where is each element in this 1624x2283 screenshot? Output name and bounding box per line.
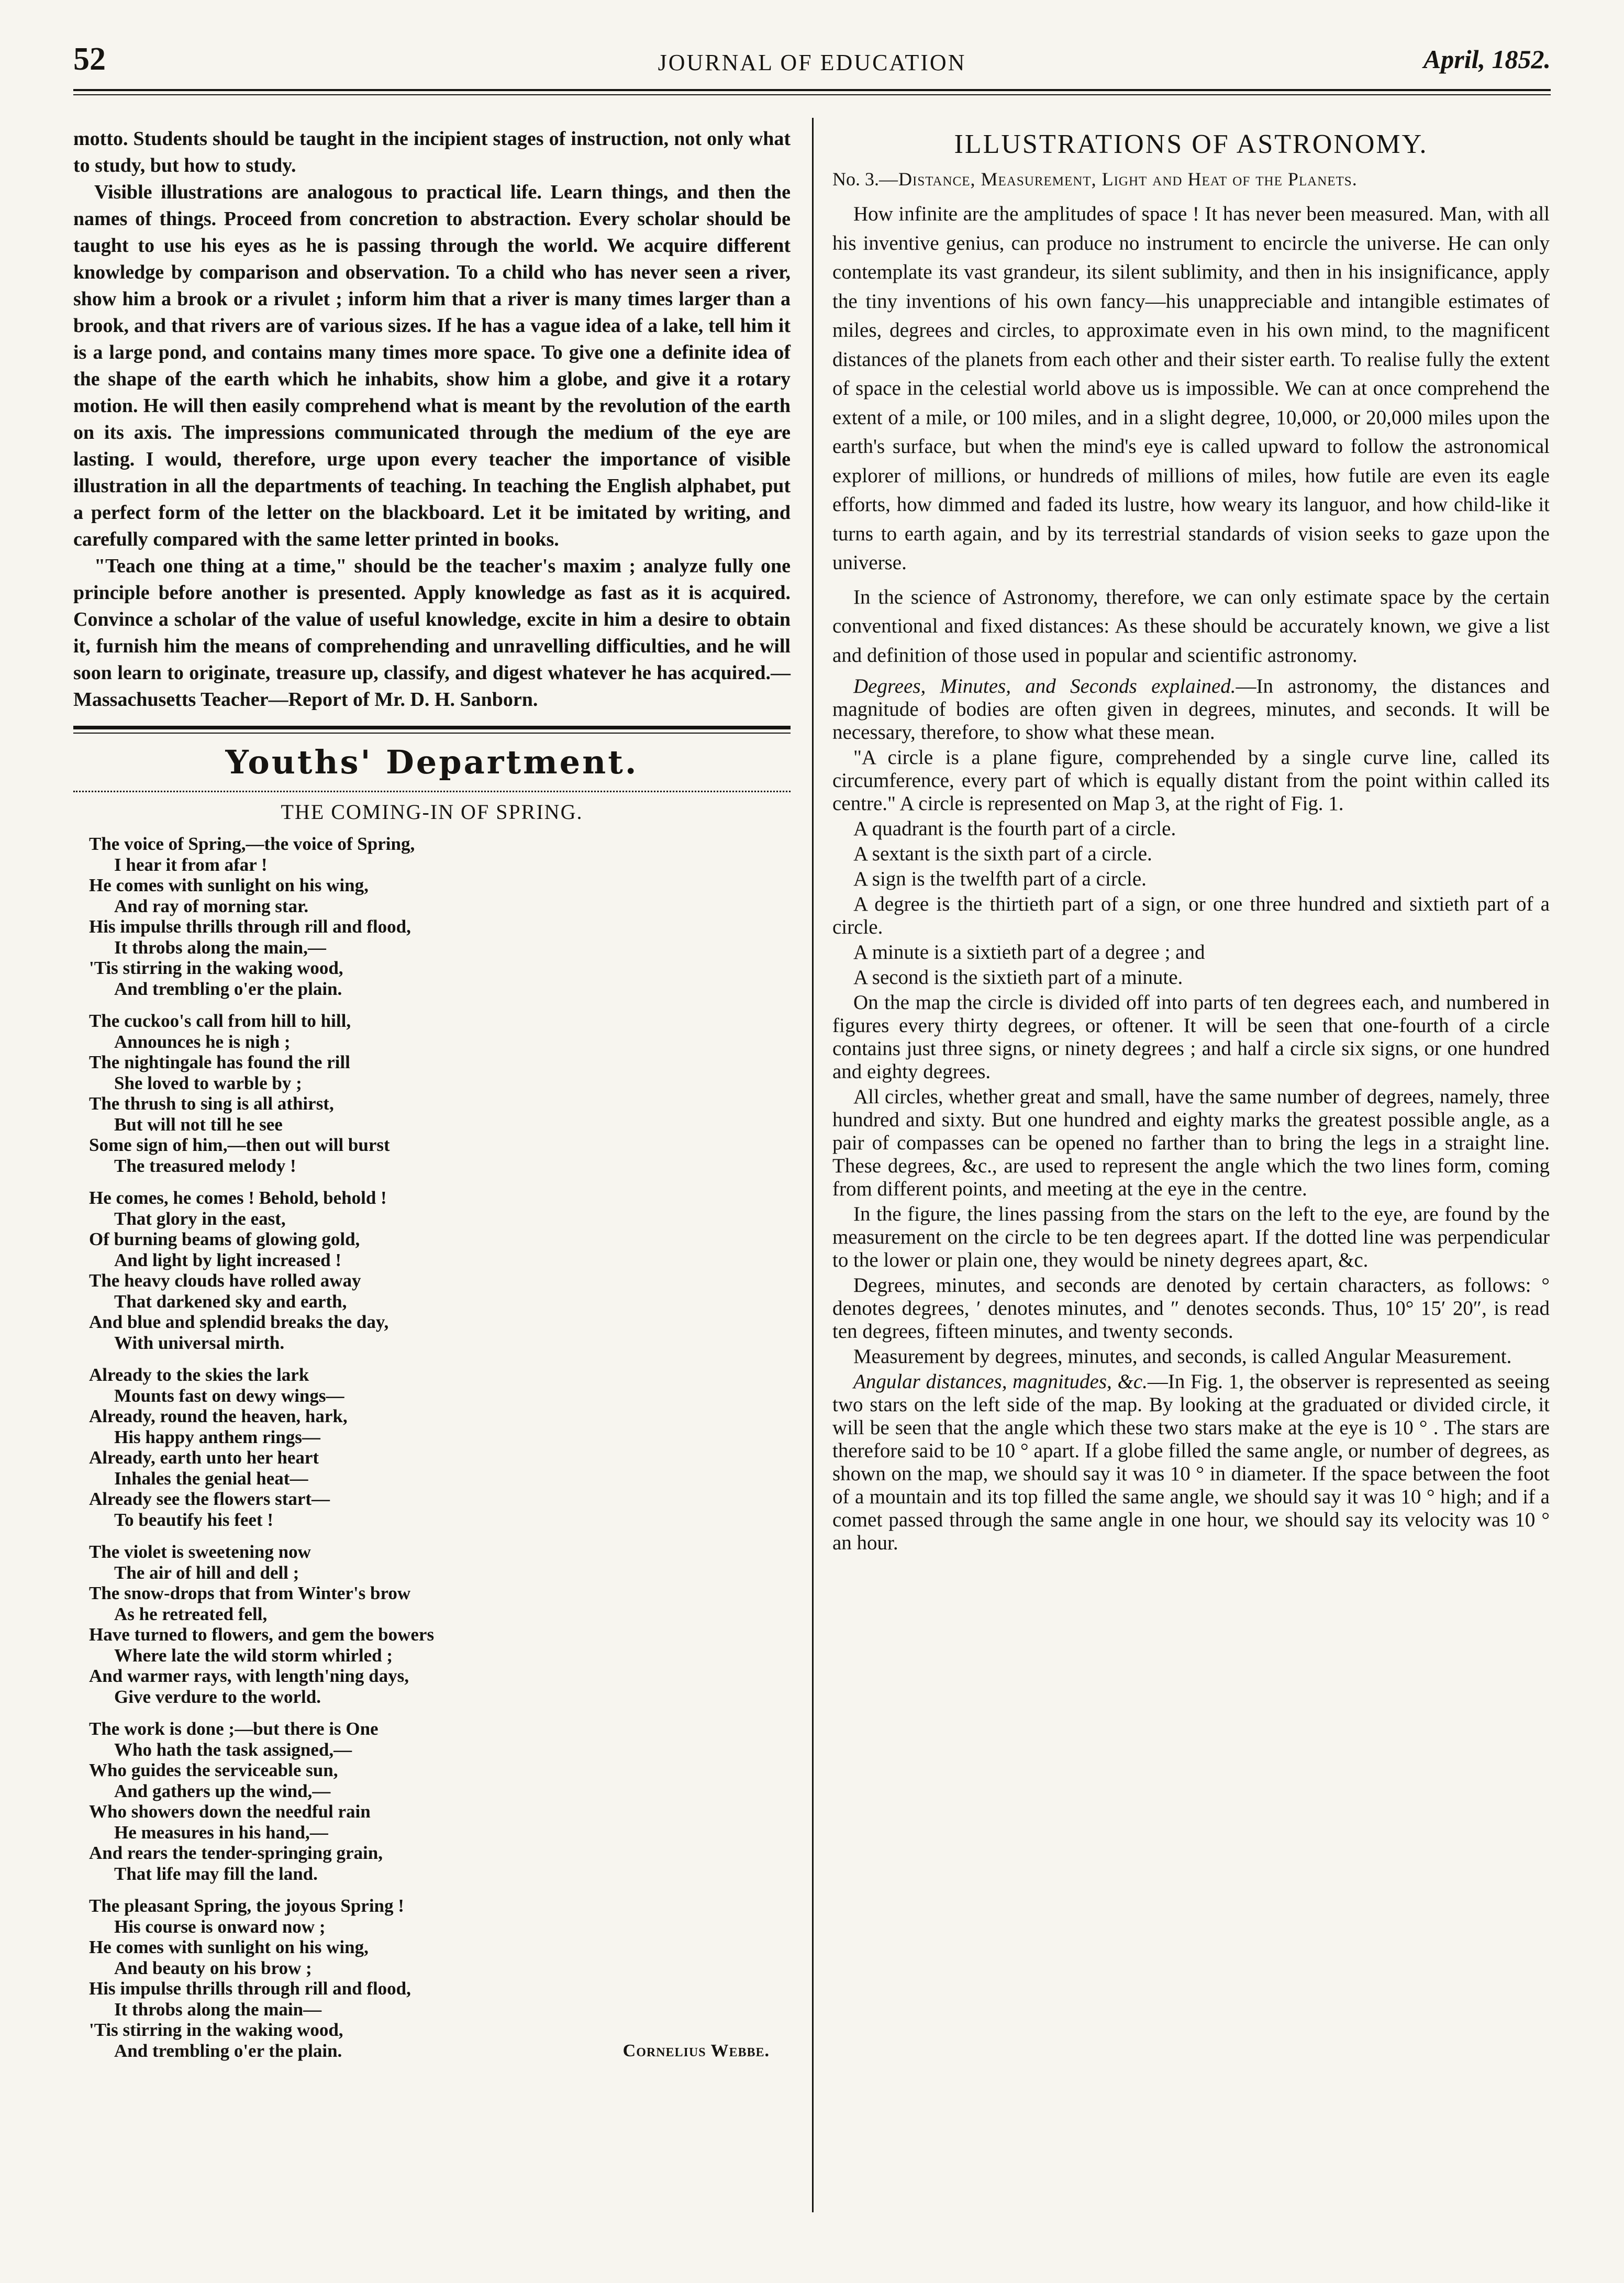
poem-line: She loved to warble by ; xyxy=(114,1072,302,1093)
section-rule-thick xyxy=(73,726,791,729)
poem-line: His impulse thrills through rill and flood, xyxy=(89,1978,411,1999)
poem-line: And trembling o'er the plain. xyxy=(114,978,342,999)
poem-line: The treasured melody ! xyxy=(114,1155,296,1176)
poem-last-line xyxy=(73,2041,791,2062)
poem-line: The cuckoo's call from hill to hill, xyxy=(89,1011,351,1031)
poem-stanza xyxy=(73,1719,791,1884)
poem-line: Who hath the task assigned,— xyxy=(114,1739,352,1760)
article-paragraph: Visible illustrations are analogous to practical life. Learn things, and then the names of things. Proceed from concretion to abstraction. Every scholar should be taught to use his eyes as he is passing through the world. We acquire different knowledge by comparison and observation. To a child who has never seen a river, show him a brook or a rivulet ; inform him that a river is many times larger than a brook, and that rivers are of various sizes. If he has a vague idea of a lake, tell him it is a large pond, and contains many times more space. To give one a definite idea of the shape of the earth which he inhabits, show him a globe, and give it a rotary motion. He will then easily comprehend what is meant by the revolution of the earth on its axis. The impressions communicated through the medium of the eye are lasting. I would, therefore, urge upon every teacher the importance of visible illustration in all the departments of teaching. In teaching the English alphabet, put a perfect form of the letter on the blackboard. Let it be imitated by writing, and carefully compared with the same letter printed in books. xyxy=(73,181,791,550)
poem-line: Already to the skies the lark xyxy=(89,1365,309,1385)
article-paragraph: Measurement by degrees, minutes, and seconds, is called Angular Measurement. xyxy=(853,1345,1512,1368)
poem-line: I hear it from afar ! xyxy=(114,854,268,875)
poem-line: His happy anthem rings— xyxy=(114,1426,320,1447)
definition-line: A degree is the thirtieth part of a sign, or one three hundred and sixtieth part of a circle. xyxy=(832,893,1550,938)
article-paragraph: In the science of Astronomy, therefore, we can only estimate space by the certain conventional and fixed distances: As these should be accurately known, we give a list and definition of those used in popular and scientific astronomy. xyxy=(832,585,1550,667)
page-number: 52 xyxy=(73,41,106,77)
poem-line: And gathers up the wind,— xyxy=(114,1780,331,1801)
poem-line: He measures in his hand,— xyxy=(114,1822,328,1843)
poem-line: Already, round the heaven, hark, xyxy=(89,1406,348,1426)
poem-line: The thrush to sing is all athirst, xyxy=(89,1093,334,1114)
article-subhead xyxy=(832,168,1550,190)
poem-line: The voice of Spring,—the voice of Spring, xyxy=(89,834,415,854)
poem-line: But will not till he see xyxy=(114,1114,283,1135)
poem-line: His impulse thrills through rill and flood, xyxy=(89,916,411,937)
article-paragraph xyxy=(832,675,1550,744)
header-rule-top xyxy=(73,89,1551,91)
poem-stanza xyxy=(73,1365,791,1530)
poem-line: With universal mirth. xyxy=(114,1332,285,1353)
poem-line: And beauty on his brow ; xyxy=(114,1957,312,1978)
article-paragraph: "A circle is a plane figure, comprehended by a single curve line, called its circumference, every part of which is equally distant from the point within called its centre." A circle is represented on Map 3, at the right of Fig. 1. xyxy=(832,746,1550,815)
poem-line: And warmer rays, with length'ning days, xyxy=(89,1666,409,1686)
definition-line: A second is the sixtieth part of a minute. xyxy=(853,966,1183,989)
section-rule-thin xyxy=(73,733,791,734)
poem-line: Some sign of him,—then out will burst xyxy=(89,1135,390,1155)
poem-line: That darkened sky and earth, xyxy=(114,1291,347,1312)
poem-line: And ray of morning star. xyxy=(114,895,309,916)
definition-line: A minute is a sixtieth part of a degree ; and xyxy=(853,941,1205,963)
poem-line: As he retreated fell, xyxy=(114,1603,268,1624)
poem-stanza xyxy=(73,1011,791,1176)
right-column xyxy=(832,126,1550,1557)
subhead-text: —Distance, Measurement, Light and Heat of the Planets. xyxy=(879,169,1358,190)
paragraph-body: —In astronomy, the distances and magnitude of bodies are often given in degrees, minutes, and seconds. It will be necessary, therefore, to show what these mean. xyxy=(832,675,1550,744)
poem-line: The snow-drops that from Winter's brow xyxy=(89,1583,411,1603)
poem-line: Where late the wild storm whirled ; xyxy=(114,1645,393,1666)
poem-stanza xyxy=(73,1188,791,1353)
poem-line: Give verdure to the world. xyxy=(114,1686,321,1707)
poem-title: THE COMING-IN OF SPRING. xyxy=(281,800,583,824)
paragraph-lead: Degrees, Minutes, and Seconds explained. xyxy=(853,675,1236,697)
poem-line: Inhales the genial heat— xyxy=(114,1468,308,1489)
left-column xyxy=(73,126,791,2073)
subhead-number: No. 3. xyxy=(832,169,879,190)
poem-stanza xyxy=(73,1542,791,1707)
poem-line: Of burning beams of glowing gold, xyxy=(89,1229,360,1249)
paragraph-lead: Angular distances, magnitudes, &c. xyxy=(853,1370,1148,1393)
department-heading: Youths' Department. xyxy=(225,743,639,781)
definition-line: A sign is the twelfth part of a circle. xyxy=(853,868,1147,890)
poem-line: The work is done ;—but there is One xyxy=(89,1719,379,1739)
poem-line: He comes, he comes ! Behold, behold ! xyxy=(89,1188,387,1208)
poem-line: 'Tis stirring in the waking wood, xyxy=(89,2020,343,2040)
column-divider xyxy=(812,118,814,2212)
poem-line: He comes with sunlight on his wing, xyxy=(89,875,369,895)
poem-line: It throbs along the main— xyxy=(114,1999,322,2020)
poem-line: It throbs along the main,— xyxy=(114,937,326,958)
poem-line: And trembling o'er the plain. xyxy=(114,2040,342,2061)
article-paragraph: motto. Students should be taught in the incipient stages of instruction, not only what to study, but how to study. xyxy=(73,128,791,176)
poem-line: And blue and splendid breaks the day, xyxy=(89,1312,389,1332)
poem-line: And rears the tender-springing grain, xyxy=(89,1843,383,1863)
poem-line: Already see the flowers start— xyxy=(89,1489,330,1509)
paragraph-body: —In Fig. 1, the observer is represented as seeing two stars on the left side of the map. By looking at the graduated or divided circle, it will be seen that the angle which these two stars make at the eye is 10 ° . The stars are therefore said to be 10 ° apart. If a globe filled the same angle, or number of degrees, as shown on the map, we should say it was 10 ° in diameter. If the space between the foot of a mountain and its top filled the same angle, we should say it was 10 ° high; and if a comet passed through the same angle in one hour, we should say its velocity was 10 ° an hour. xyxy=(832,1370,1550,1554)
poem-line: That glory in the east, xyxy=(114,1208,286,1229)
poem-line: Mounts fast on dewy wings— xyxy=(114,1385,344,1406)
poem-stanza xyxy=(73,834,791,999)
poem-line: The violet is sweetening now xyxy=(89,1542,311,1562)
definition-line: A sextant is the sixth part of a circle. xyxy=(853,843,1152,865)
poem-line: Who showers down the needful rain xyxy=(89,1801,371,1822)
article-paragraph: How infinite are the amplitudes of space ! It has never been measured. Man, with all his inventive genius, can produce no instrument to encircle the universe. He can only contemplate its vast grandeur, its silent sublimity, and then in his insignificance, apply the tiny inventions of his own fancy—his unappreciable and intangible estimates of miles, degrees and circles, to approximate even in his own mind, to the magnificent distances of the planets from each other and their sister earth. To realise fully the extent of space in the celestial world above us is impossible. We can at once comprehend the extent of a mile, or 100 miles, and in a slight degree, 10,000, or 20,000 miles upon the earth's surface, but when the mind's eye is called upward to follow the astronomical explorer of millions, or hundreds of millions of miles, how futile are even its eagle efforts, how dimmed and faded its lustre, how weary its languor, and how child-like it turns to earth again, and by its terrestrial standards of vision seeks to gaze upon the universe. xyxy=(832,203,1550,574)
article-title: ILLUSTRATIONS OF ASTRONOMY. xyxy=(954,129,1428,159)
poem-line: The nightingale has found the rill xyxy=(89,1052,350,1072)
poem-author: Cornelius Webbe. xyxy=(622,2041,770,2060)
article-paragraph: "Teach one thing at a time," should be the teacher's maxim ; analyze fully one principle before another is presented. Apply knowledge as fast as it is acquired. Convince a scholar of the value of useful knowledge, excite in him a desire to obtain it, furnish him the means of comprehending and unravelling difficulties, and he will soon learn to originate, treasure up, classify, and digest whatever he has acquired.—Massachusetts Teacher—Report of Mr. D. H. Sanborn. xyxy=(73,555,791,711)
running-header xyxy=(73,37,1551,79)
poem-line: The pleasant Spring, the joyous Spring ! xyxy=(89,1896,404,1916)
poem-stanza xyxy=(73,1896,791,2061)
poem-line: 'Tis stirring in the waking wood, xyxy=(89,958,343,978)
poem-line: The air of hill and dell ; xyxy=(114,1562,299,1583)
ornamental-rule xyxy=(73,785,791,792)
header-rule-bottom xyxy=(73,94,1551,95)
article-paragraph xyxy=(832,1370,1550,1555)
poem-line: His course is onward now ; xyxy=(114,1916,326,1937)
poem-line: And light by light increased ! xyxy=(114,1249,341,1270)
poem-line: Announces he is nigh ; xyxy=(114,1031,291,1052)
definition-line: A quadrant is the fourth part of a circle. xyxy=(853,817,1176,840)
poem-line: The heavy clouds have rolled away xyxy=(89,1270,361,1291)
article-paragraph: On the map the circle is divided off into parts of ten degrees each, and numbered in figures every thirty degrees, or oftener. It will be seen that one-fourth of a circle contains just three signs, or ninety degrees ; and half a circle six signs, or one hundred and eighty degrees. xyxy=(832,991,1550,1083)
poem-line: He comes with sunlight on his wing, xyxy=(89,1937,369,1957)
poem-line: That life may fill the land. xyxy=(114,1863,318,1884)
article-paragraph: Degrees, minutes, and seconds are denoted by certain characters, as follows: ° denotes degrees, ′ denotes minutes, and ″ denotes seconds. Thus, 10° 15′ 20″, is read ten degrees, fifteen minutes, and twenty seconds. xyxy=(832,1274,1550,1343)
article-paragraph: In the figure, the lines passing from the stars on the left to the eye, are found by the measurement on the circle to be ten degrees apart. If the dotted line was perpendicular to the lower or plain one, they would be ninety degrees apart, &c. xyxy=(832,1203,1550,1271)
journal-title: JOURNAL OF EDUCATION xyxy=(658,50,966,75)
poem-line: To beautify his feet ! xyxy=(114,1509,273,1530)
poem-line: Already, earth unto her heart xyxy=(89,1447,319,1468)
issue-date: April, 1852. xyxy=(1423,45,1551,74)
poem-line: Have turned to flowers, and gem the bowers xyxy=(89,1624,435,1645)
poem-line: Who guides the serviceable sun, xyxy=(89,1760,338,1780)
poem xyxy=(73,834,791,2061)
article-paragraph: All circles, whether great and small, have the same number of degrees, namely, three hundred and sixty. But one hundred and eighty marks the greatest possible angle, as a pair of compasses can be opened no farther than to bring the legs in a straight line. These degrees, &c., are used to represent the angle which the two lines form, coming from different points, and meeting at the eye in the centre. xyxy=(832,1085,1550,1200)
